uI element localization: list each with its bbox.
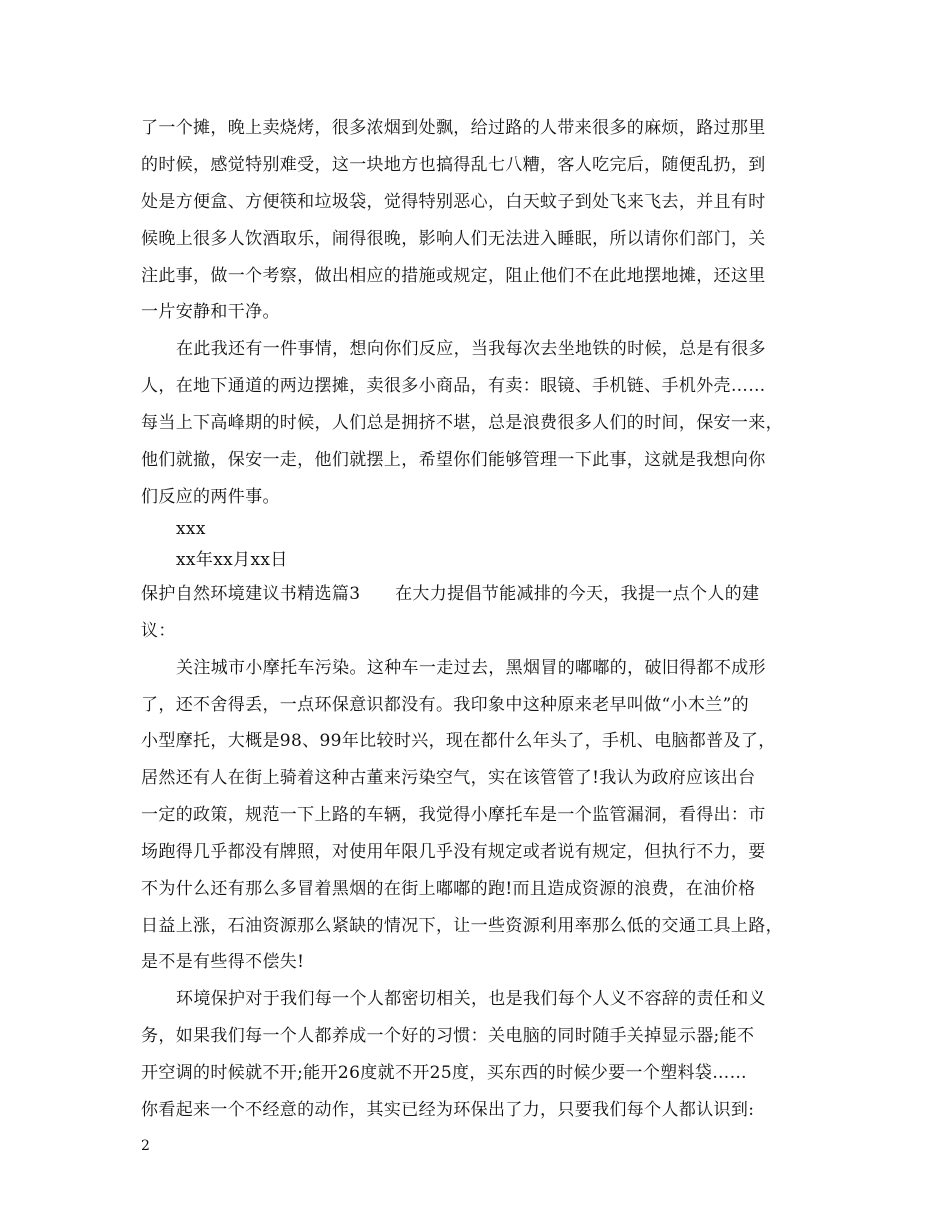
- text-line: 处是方便盒、方便筷和垃圾袋，觉得特别恶心，白天蚊子到处飞来飞去，并且有时: [141, 192, 766, 212]
- text-line: 了，还不舍得丢，一点环保意识都没有。我印象中这种原来老早叫做“小木兰”的: [141, 695, 749, 715]
- signature-name: xxx: [176, 519, 206, 539]
- text-line: 人，在地下通道的两边摆摊，卖很多小商品，有卖：眼镜、手机链、手机外壳……: [141, 376, 766, 396]
- text-line: 议：: [141, 621, 176, 641]
- text-line: 每当上下高峰期的时候，人们总是拥挤不堪，总是浪费很多人们的时间，保安一来，: [141, 413, 783, 433]
- text-line: 们反应的两件事。: [141, 487, 280, 507]
- text-line: 了一个摊，晚上卖烧烤，很多浓烟到处飘，给过路的人带来很多的麻烦，路过那里: [141, 118, 766, 138]
- paragraph-first-line: 环境保护对于我们每一个人都密切相关，也是我们每个人义不容辞的责任和义: [176, 989, 766, 1009]
- text-line: 他们就撤，保安一走，他们就摆上，希望你们能够管理一下此事，这就是我想向你: [141, 450, 766, 470]
- section-heading-line: 保护自然环境建议书精选篇3 在大力提倡节能减排的今天，我提一点个人的建: [141, 584, 760, 604]
- paragraph-first-line: 关注城市小摩托车污染。这种车一走过去，黑烟冒的嘟嘟的，破旧得都不成形: [176, 658, 766, 678]
- text-line: 的时候，感觉特别难受，这一块地方也搞得乱七八糟，客人吃完后，随便乱扔，到: [141, 155, 766, 175]
- text-line: 开空调的时候就不开;能开26度就不开25度，买东西的时候少要一个塑料袋……: [141, 1063, 747, 1083]
- text-line: 居然还有人在街上骑着这种古董来污染空气，实在该管管了!我认为政府应该出台: [141, 768, 756, 788]
- text-line: 注此事，做一个考察，做出相应的措施或规定，阻止他们不在此地摆地摊，还这里: [141, 266, 766, 286]
- text-line: 不为什么还有那么多冒着黑烟的在街上嘟嘟的跑!而且造成资源的浪费，在油价格: [141, 879, 756, 899]
- text-line: 你看起来一个不经意的动作，其实已经为环保出了力，只要我们每个人都认识到:: [141, 1100, 755, 1120]
- text-line: 是不是有些得不偿失!: [141, 952, 305, 972]
- text-line: 一定的政策，规范一下上路的车辆，我觉得小摩托车是一个监管漏洞，看得出：市: [141, 805, 766, 825]
- signature-date: xx年xx月xx日: [176, 550, 288, 570]
- text-line: 候晚上很多人饮酒取乐，闹得很晚，影响人们无法进入睡眠，所以请你们部门，关: [141, 229, 766, 249]
- text-line: 务，如果我们每一个人都养成一个好的习惯：关电脑的同时随手关掉显示器;能不: [141, 1026, 755, 1046]
- text-line: 小型摩托，大概是98、99年比较时兴，现在都什么年头了，手机、电脑都普及了，: [141, 731, 776, 751]
- paragraph-first-line: 在此我还有一件事情，想向你们反应，当我每次去坐地铁的时候，总是有很多: [176, 339, 766, 359]
- text-line: 场跑得几乎都没有牌照，对使用年限几乎没有规定或者说有规定，但执行不力，要: [141, 842, 766, 862]
- text-line: 一片安静和干净。: [141, 302, 280, 322]
- text-line: 日益上涨，石油资源那么紧缺的情况下，让一些资源利用率那么低的交通工具上路，: [141, 916, 783, 936]
- page-number: 2: [141, 1138, 150, 1154]
